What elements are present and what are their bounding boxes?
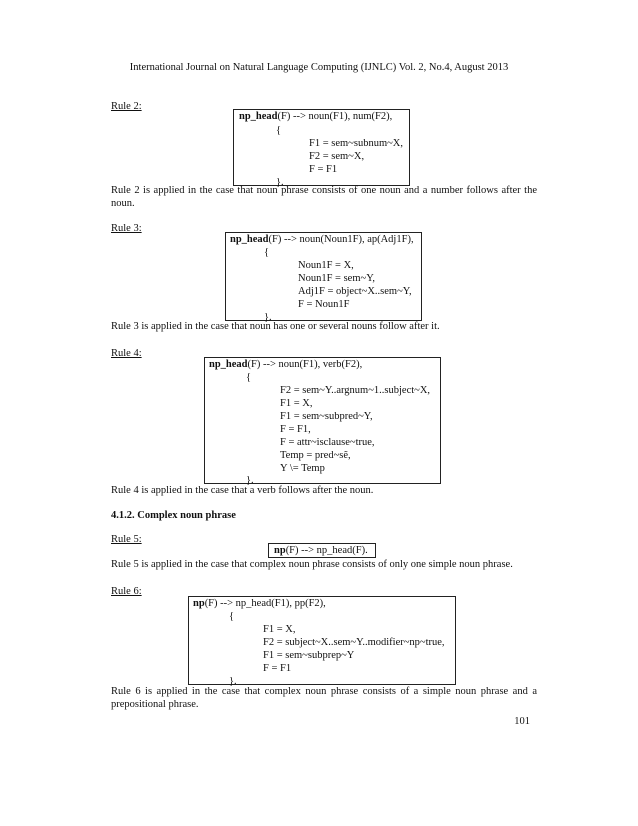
rule-4-line-2: F1 = X, — [280, 398, 313, 409]
rule-3-line-4: F = Noun1F — [298, 299, 350, 310]
rule-4-close-brace: }. — [246, 475, 254, 486]
rule-5-head-keyword: np — [274, 545, 286, 556]
rule-4-open-brace: { — [246, 372, 252, 383]
rule-6-line-3: F1 = sem~subprep~Y — [263, 650, 355, 661]
rule-6-head-keyword: np — [193, 598, 205, 609]
running-header: International Journal on Natural Language Computing (IJNLC) Vol. 2, No.4, August 2013 — [129, 62, 509, 73]
rule-4-line-7: Y \= Temp — [280, 463, 325, 474]
rule-3-head-rest: (F) --> noun(Noun1F), ap(Adj1F), — [268, 234, 414, 245]
rule-5-label: Rule 5: — [111, 534, 142, 545]
rule-3-label: Rule 3: — [111, 223, 142, 234]
rule-5-head — [274, 544, 368, 557]
rule-3-head — [230, 233, 414, 246]
rule-4-box — [204, 357, 441, 484]
rule-6-close-brace: }. — [229, 676, 237, 687]
rule-2-head-keyword: np_head — [239, 111, 278, 122]
rule-2-box — [233, 109, 410, 186]
rule-4-line-4: F = F1, — [280, 424, 311, 435]
rule-2-label: Rule 2: — [111, 101, 142, 112]
rule-3-head-keyword: np_head — [230, 234, 269, 245]
rule-2-line-3: F = F1 — [309, 164, 338, 175]
rule-3-close-brace: }. — [264, 312, 272, 323]
rule-6-head — [193, 597, 326, 610]
rule-6-line-1: F1 = X, — [263, 624, 296, 635]
rule-3-line-2: Noun1F = sem~Y, — [298, 273, 376, 284]
rule-4-line-1: F2 = sem~Y..argnum~1..subject~X, — [280, 385, 431, 396]
rule-2-head-rest: (F) --> noun(F1), num(F2), — [277, 111, 393, 122]
rule-4-line-5: F = attr~isclause~true, — [280, 437, 375, 448]
rule-4-line-6: Temp = pred~sẽ, — [280, 450, 351, 461]
rule-4-head-rest: (F) --> noun(F1), verb(F2), — [247, 359, 363, 370]
rule-3-description: Rule 3 is applied in the case that noun has one or several nouns follow after it. — [111, 321, 440, 332]
rule-2-close-brace: }. — [276, 177, 284, 188]
rule-4-label: Rule 4: — [111, 348, 142, 359]
rule-3-box — [225, 232, 422, 321]
rule-3-line-1: Noun1F = X, — [298, 260, 354, 271]
rule-6-label: Rule 6: — [111, 586, 142, 597]
rule-2-line-1: F1 = sem~subnum~X, — [309, 138, 403, 149]
rule-3-line-3: Adj1F = object~X..sem~Y, — [298, 286, 412, 297]
rule-2-description: Rule 2 is applied in the case that noun phrase consists of one noun and a number follows after the noun. — [111, 185, 537, 209]
page-number: 101 — [514, 716, 530, 727]
rule-2-line-2: F2 = sem~X, — [309, 151, 365, 162]
rule-3-open-brace: { — [264, 247, 270, 258]
rule-4-description: Rule 4 is applied in the case that a verb follows after the noun. — [111, 485, 374, 496]
rule-6-description: Rule 6 is applied in the case that complex noun phrase consists of a simple noun phrase and a prepositional phrase. — [111, 686, 537, 710]
rule-6-head-rest: (F) --> np_head(F1), pp(F2), — [204, 598, 326, 609]
rule-4-head-keyword: np_head — [209, 359, 248, 370]
rule-6-open-brace: { — [229, 611, 235, 622]
rule-4-line-3: F1 = sem~subpred~Y, — [280, 411, 373, 422]
section-heading: 4.1.2. Complex noun phrase — [111, 510, 236, 521]
rule-5-box — [268, 543, 376, 558]
rule-6-line-2: F2 = subject~X..sem~Y..modifier~np~true, — [263, 637, 445, 648]
rule-5-head-rest: (F) --> np_head(F). — [285, 545, 368, 556]
rule-2-head — [239, 110, 392, 123]
rule-2-open-brace: { — [276, 125, 282, 136]
rule-4-head — [209, 358, 362, 371]
rule-6-line-4: F = F1 — [263, 663, 292, 674]
rule-6-box — [188, 596, 456, 685]
rule-5-description: Rule 5 is applied in the case that complex noun phrase consists of only one simple noun phrase. — [111, 559, 513, 570]
